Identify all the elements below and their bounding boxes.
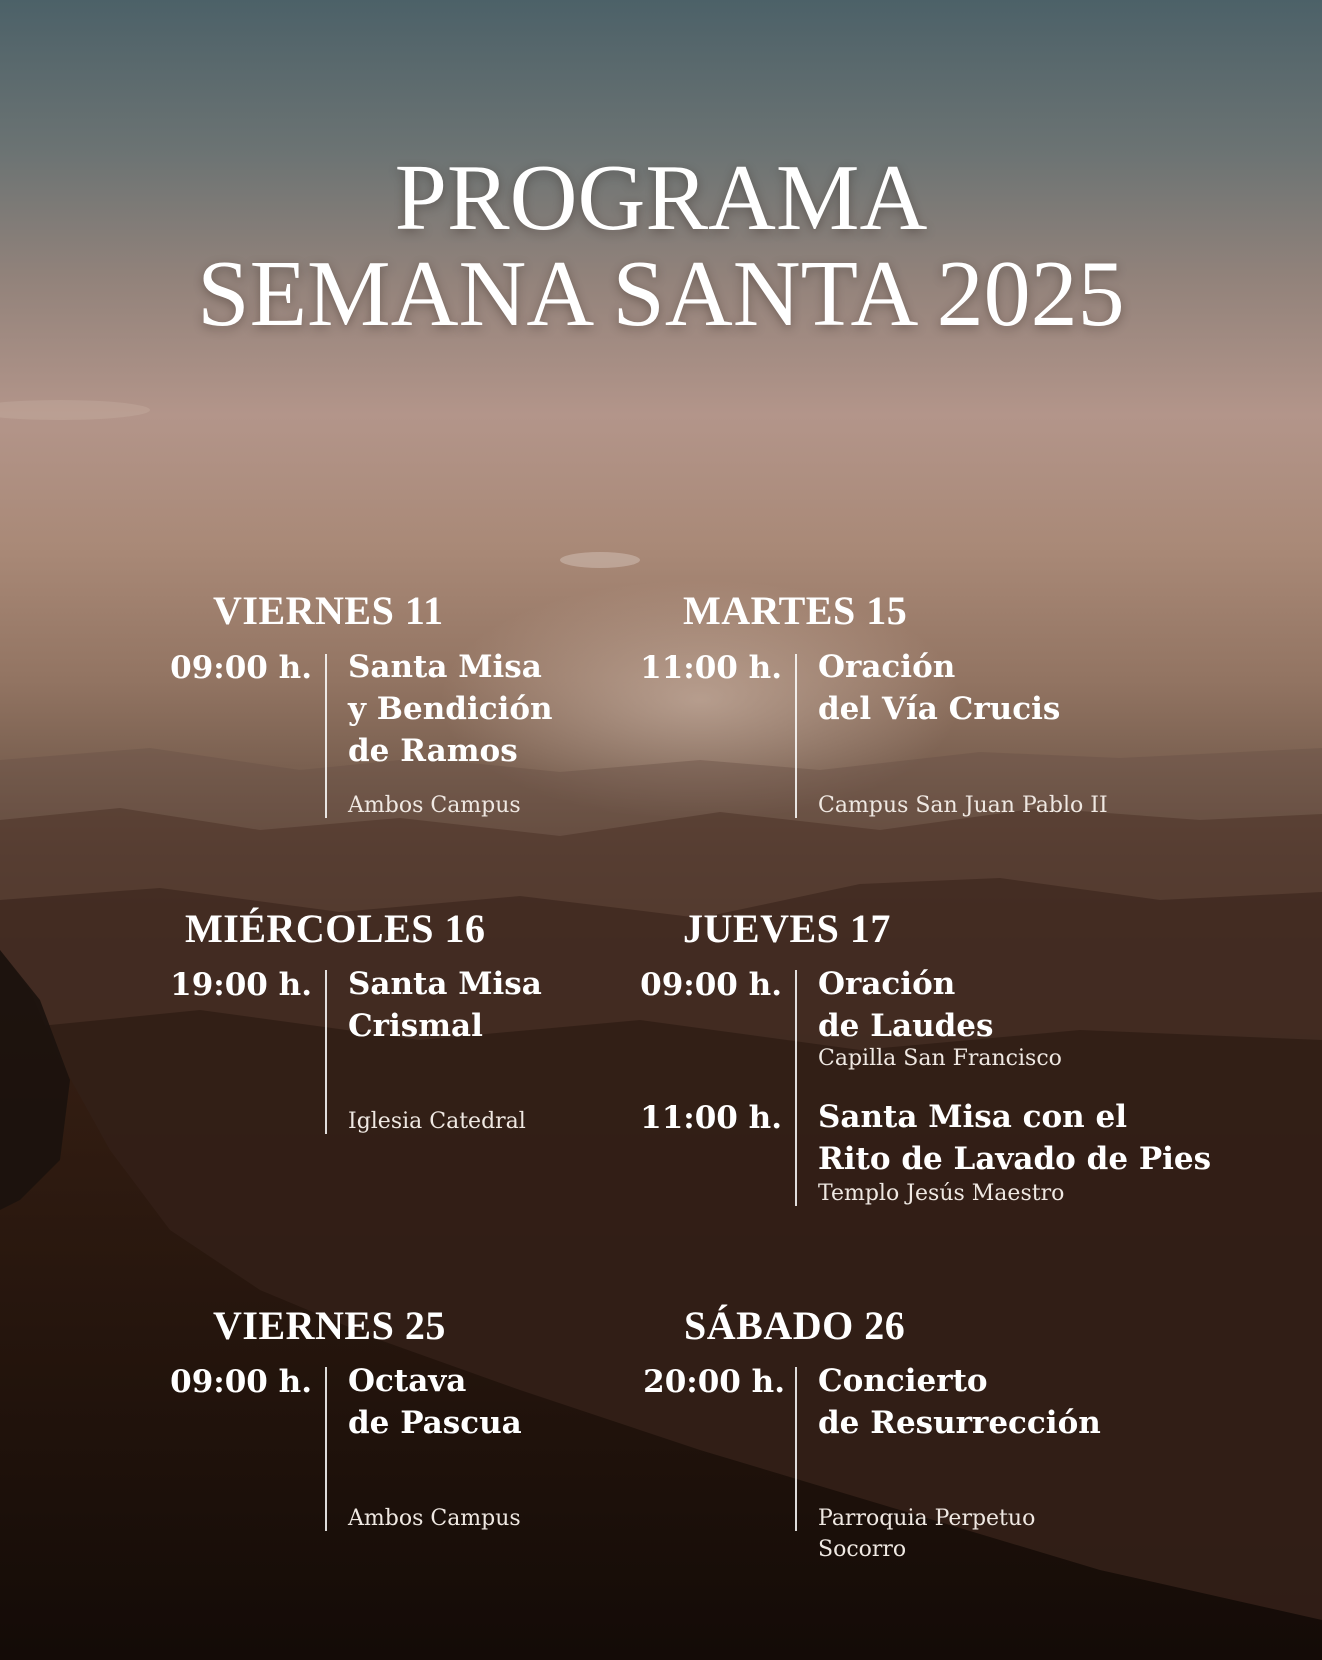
event-location: Ambos Campus bbox=[348, 793, 521, 818]
event-location: Campus San Juan Pablo II bbox=[818, 793, 1108, 818]
event-title: Oración del Vía Crucis bbox=[818, 649, 1061, 727]
event-location: Templo Jesús Maestro bbox=[818, 1181, 1065, 1206]
event-title: Concierto de Resurrección bbox=[818, 1363, 1101, 1441]
day-heading: JUEVES 17 bbox=[683, 906, 891, 951]
event-time: 11:00 h. bbox=[640, 650, 782, 686]
event-time: 09:00 h. bbox=[640, 967, 782, 1003]
event-time: 19:00 h. bbox=[170, 967, 312, 1003]
event-location: Iglesia Catedral bbox=[348, 1109, 526, 1134]
event-time: 09:00 h. bbox=[170, 1364, 312, 1400]
event-location: Capilla San Francisco bbox=[818, 1046, 1062, 1071]
event-time: 09:00 h. bbox=[170, 650, 312, 686]
day-heading: MARTES 15 bbox=[683, 588, 908, 633]
event-location: Ambos Campus bbox=[348, 1506, 521, 1531]
timeline-divider bbox=[325, 970, 327, 1134]
timeline-divider bbox=[325, 654, 327, 818]
timeline-divider bbox=[795, 1367, 797, 1531]
timeline-divider bbox=[795, 654, 797, 818]
day-heading: SÁBADO 26 bbox=[684, 1303, 906, 1348]
page-title-line-1: PROGRAMA bbox=[394, 146, 928, 250]
event-title: Santa Misa con el Rito de Lavado de Pies bbox=[818, 1099, 1212, 1177]
event-time: 20:00 h. bbox=[643, 1364, 785, 1400]
event-title: Santa Misa y Bendición de Ramos bbox=[348, 649, 553, 769]
day-heading: MIÉRCOLES 16 bbox=[185, 906, 486, 951]
event-location: Parroquia Perpetuo Socorro bbox=[818, 1506, 1036, 1562]
event-title: Octava de Pascua bbox=[348, 1363, 522, 1441]
event-title: Oración de Laudes bbox=[818, 966, 994, 1044]
day-heading: VIERNES 11 bbox=[213, 588, 444, 633]
page-title-line-2: SEMANA SANTA 2025 bbox=[197, 242, 1125, 346]
event-title: Santa Misa Crismal bbox=[348, 966, 542, 1044]
day-heading: VIERNES 25 bbox=[213, 1303, 446, 1348]
event-time: 11:00 h. bbox=[640, 1100, 782, 1136]
timeline-divider bbox=[795, 970, 797, 1206]
timeline-divider bbox=[325, 1367, 327, 1531]
